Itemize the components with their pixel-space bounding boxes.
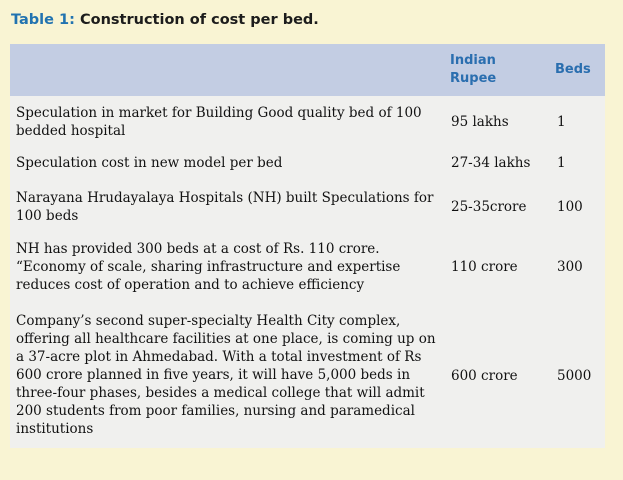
row-beds: 1 bbox=[557, 114, 566, 130]
row-rupee: 27-34 lakhs bbox=[451, 155, 531, 171]
row-beds: 1 bbox=[557, 155, 566, 171]
row-description: Speculation cost in new model per bed bbox=[16, 155, 283, 171]
table-label: Table 1: bbox=[11, 12, 75, 28]
row-beds: 5000 bbox=[557, 368, 592, 384]
row-description: Speculation in market for Building Good quality bed of 100 bedded hospital bbox=[16, 105, 422, 139]
header-rupee-line2: Rupee bbox=[450, 71, 497, 86]
table-row bbox=[10, 189, 605, 225]
row-rupee: 110 crore bbox=[451, 259, 518, 275]
row-rupee: 25-35crore bbox=[451, 199, 527, 215]
row-rupee: 600 crore bbox=[451, 368, 518, 384]
header-rupee-line1: Indian bbox=[450, 53, 496, 68]
table-row bbox=[10, 154, 605, 172]
cost-table bbox=[10, 44, 605, 448]
table-title bbox=[11, 12, 319, 28]
table-row bbox=[10, 104, 605, 140]
row-beds: 100 bbox=[557, 199, 583, 215]
row-rupee: 95 lakhs bbox=[451, 114, 509, 130]
row-description: Company’s second super-specialty Health City complex, offering all healthcare facilities at one place, is coming up on a 37-acre plot in Ahmedabad. With a total investment of Rs 600 crore planned in five years, it will have 5,000 beds in three-four phases, besides a medical college that will admit 200 students from poor families, nursing and paramedical institutions bbox=[16, 313, 436, 437]
table-row bbox=[10, 312, 605, 438]
row-description: NH has provided 300 beds at a cost of Rs. 110 crore. “Economy of scale, sharing infrastructure and expertise reduces cost of operation and to achieve efficiency bbox=[16, 241, 401, 293]
table-row bbox=[10, 240, 605, 294]
row-beds: 300 bbox=[557, 259, 583, 275]
header-beds: Beds bbox=[555, 62, 591, 77]
table-header bbox=[10, 44, 605, 96]
table-caption: Construction of cost per bed. bbox=[80, 12, 319, 28]
row-description: Narayana Hrudayalaya Hospitals (NH) built Speculations for 100 beds bbox=[16, 190, 434, 224]
header-indian-rupee bbox=[450, 52, 530, 88]
